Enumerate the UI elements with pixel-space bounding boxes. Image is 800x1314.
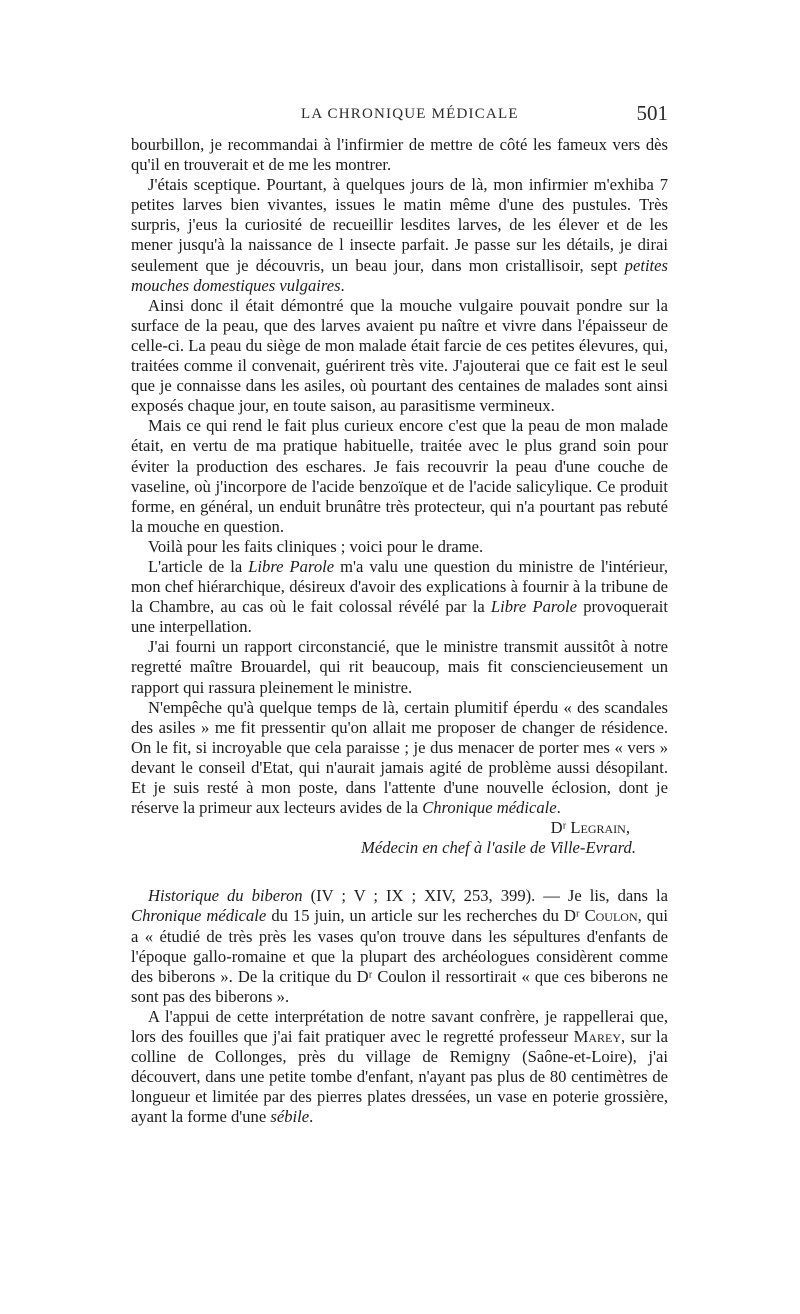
paragraph-10: A l'appui de cette interprétation de notre savant confrère, je rappellerai que, lors des fouilles que j'ai fait pratiquer avec le regretté professeur Marey, sur la colline de Collonges, près du village de Remigny (Saône-et-Loire), j'ai découvert, dans une petite tombe d'enfant, n'ayant pas plus de 80 centimètres de longueur et limitée par des pierres plates dressées, un vase en poterie grossière, ayant la forme d'une sébile. bbox=[131, 1006, 669, 1127]
page-header bbox=[131, 101, 668, 132]
paragraph-9: Historique du biberon (IV ; V ; IX ; XIV, 253, 399). — Je lis, dans la Chronique médicale du 15 juin, un article sur les recherches du Dʳ Coulon, qui a « étudié de très près les vases qu'on trouve dans les sépultures d'enfants de l'époque gallo-romaine et que la plupart des archéologues considèrent comme des biberons ». De la critique du Dʳ Coulon il ressortirait « que ces biberons ne sont pas des biberons ». bbox=[131, 886, 668, 1006]
paragraph-1: bourbillon, je recommandai à l'infirmier de mettre de côté les fameux vers dès qu'il en trouverait et de me les montrer. bbox=[131, 135, 668, 175]
paragraph-4: Mais ce qui rend le fait plus curieux encore c'est que la peau de mon malade était, en vertu de ma pratique habituelle, traitée avec le plus grand soin pour éviter la production des eschares. Je fais recouvrir la peau d'une couche de vaseline, où j'incorpore de l'acide benzoïque et de l'acide salicylique. Ce produit forme, en général, un enduit brunâtre très protecteur, qui n'a pourtant pas rebuté la mouche en question. bbox=[131, 416, 668, 536]
paragraph-3: Ainsi donc il était démontré que la mouche vulgaire pouvait pondre sur la surface de la peau, que des larves avaient pu naître et vivre dans l'épaisseur de celle-ci. La peau du siège de mon malade était farcie de ces petites élevures, qui, traitées comme il convenait, guérirent très vite. J'ajouterai que ce fait est le seul que je connaisse dans les asiles, où pourtant des centaines de malades sont ainsi exposés chaque jour, en toute saison, au parasitisme vermineux. bbox=[131, 295, 668, 416]
signature-name: Dʳ Legrain, bbox=[550, 818, 630, 838]
italic-phrase: petites mouches domestiques vulgaires bbox=[131, 255, 668, 295]
signature-title: Médecin en chef à l'asile de Ville-Evrard. bbox=[361, 838, 636, 858]
paragraph-5: Voilà pour les faits cliniques ; voici pour le drame. bbox=[148, 536, 484, 556]
paragraph-7: J'ai fourni un rapport circonstancié, que le ministre transmit aussitôt à notre regretté maître Brouardel, qui rit beaucoup, mais fit consciencieusement un rapport qui rassura pleinement le ministre. bbox=[131, 637, 668, 697]
running-title: LA CHRONIQUE MÉDICALE bbox=[301, 106, 519, 122]
page-number: 501 bbox=[636, 101, 668, 125]
section-gap bbox=[131, 858, 668, 886]
body-text bbox=[131, 135, 668, 1128]
paragraph-6: L'article de la Libre Parole m'a valu une question du ministre de l'intérieur, mon chef hiérarchique, désireux d'avoir des explications à fournir à la tribune de la Chambre, au cas où le fait colossal révélé par la Libre Parole provoquerait une interpellation. bbox=[131, 556, 669, 637]
paragraph-8: N'empêche qu'à quelque temps de là, certain plumitif éperdu « des scandales des asiles » me fit pressentir qu'on allait me proposer de changer de résidence. On le fit, si incroyable que cela paraisse ; je dus menacer de porter mes « vers » devant le conseil d'Etat, qui n'aurait jamais agité de problème aussi désopilant. Et je suis resté à mon poste, dans l'attente d'une nouvelle éclosion, dont je réserve la primeur aux lecteurs avides de la Chronique médicale. bbox=[131, 697, 668, 818]
section-heading: Historique du biberon bbox=[148, 886, 303, 906]
paragraph-2: J'étais sceptique. Pourtant, à quelques jours de là, mon infirmier m'exhiba 7 petites larves bien vivantes, issues le matin même d'une des pustules. Très surpris, j'eus la curiosité de recueillir lesdites larves, de les élever et de les mener jusqu'à la naissance de l insecte parfait. Je passe sur les détails, je dirai seulement que je découvris, un beau jour, dans mon cristallisoir, sept petites mouches domestiques vulgaires. bbox=[131, 175, 668, 295]
